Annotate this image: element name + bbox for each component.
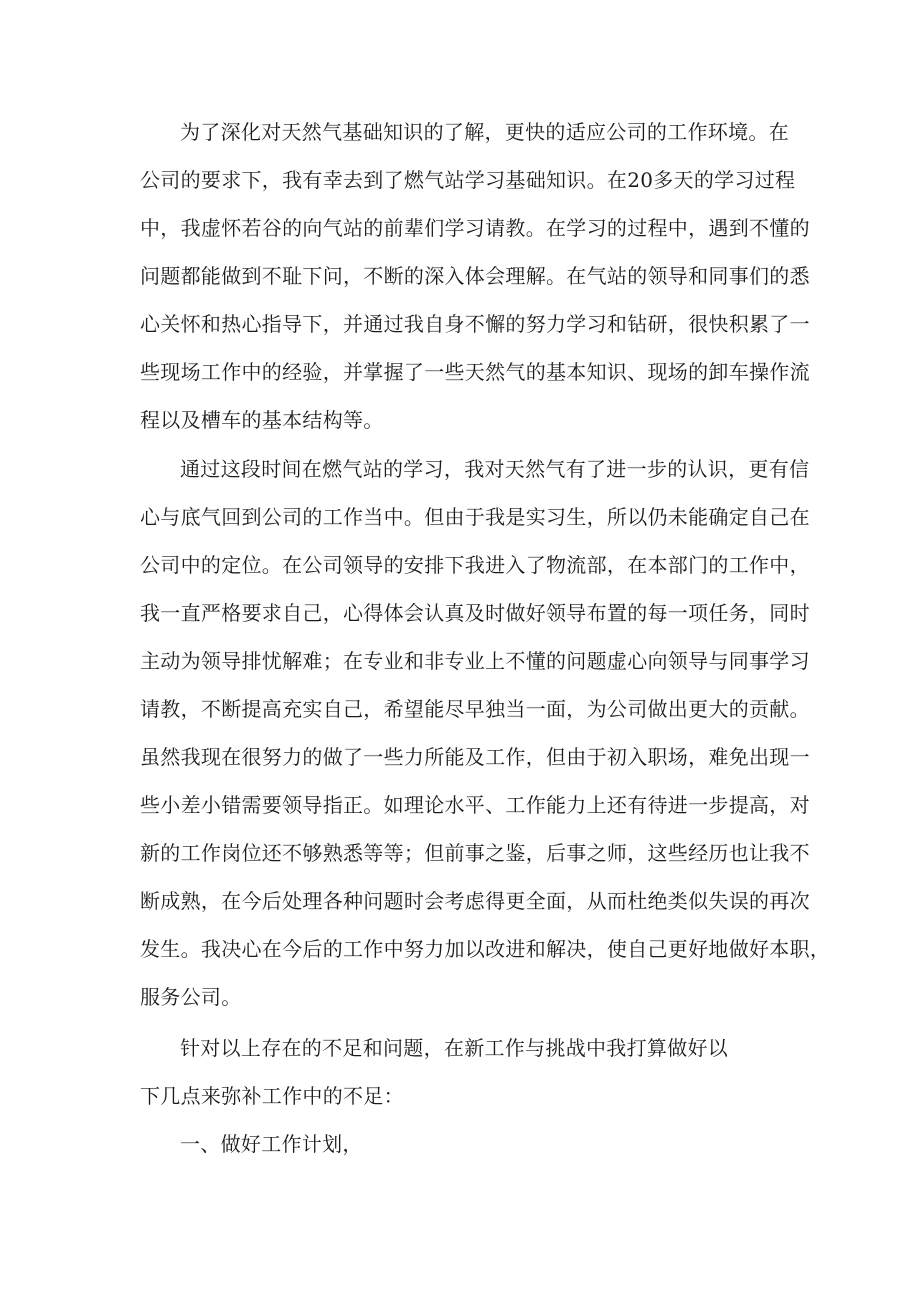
- p3-line-1: 针对以上存在的不足和问题，在新工作与挑战中我打算做好以: [180, 1036, 729, 1060]
- p1-line-4: 问题都能做到不耻下问，不断的深入体会理解。在气站的领导和同事们的悉: [140, 264, 810, 288]
- p1-line-5: 心关怀和热心指导下，并通过我自身不懈的努力学习和钻研，很快积累了一: [140, 312, 810, 336]
- p4-line-1: 一、做好工作计划，: [180, 1132, 363, 1156]
- p2-line-10: 断成熟，在今后处理各种问题时会考虑得更全面，从而杜绝类似失误的再次: [140, 889, 810, 913]
- p2-line-12: 服务公司。: [140, 985, 242, 1009]
- p1-line-6: 些现场工作中的经验，并掌握了一些天然气的基本知识、现场的卸车操作流: [140, 360, 810, 384]
- p2-line-9: 新的工作岗位还不够熟悉等等；但前事之鉴，后事之师，这些经历也让我不: [140, 841, 810, 865]
- p2-line-1: 通过这段时间在燃气站的学习，我对天然气有了进一步的认识，更有信: [180, 457, 810, 481]
- p1-line-1: 为了深化对天然气基础知识的了解，更快的适应公司的工作环境。在: [180, 120, 789, 144]
- p2-line-4: 我一直严格要求自己，心得体会认真及时做好领导布置的每一项任务，同时: [140, 601, 810, 625]
- p1-line-7: 程以及槽车的基本结构等。: [140, 408, 384, 432]
- p2-line-2: 心与底气回到公司的工作当中。但由于我是实习生，所以仍未能确定自己在: [140, 505, 810, 529]
- p2-line-11: 发生。我决心在今后的工作中努力加以改进和解决，使自己更好地做好本职，: [140, 937, 831, 961]
- p1-line-3: 中，我虚怀若谷的向气站的前辈们学习请教。在学习的过程中，遇到不懂的: [140, 216, 810, 240]
- p2-line-7: 虽然我现在很努力的做了一些力所能及工作，但由于初入职场，难免出现一: [140, 745, 810, 769]
- p3-line-2: 下几点来弥补工作中的不足：: [140, 1084, 404, 1108]
- p1-line-2: 公司的要求下，我有幸去到了燃气站学习基础知识。在20多天的学习过程: [140, 168, 796, 192]
- p2-line-5: 主动为领导排忧解难；在专业和非专业上不懂的问题虚心向领导与同事学习: [140, 649, 810, 673]
- p2-line-6: 请教，不断提高充实自己，希望能尽早独当一面，为公司做出更大的贡献。: [140, 697, 810, 721]
- p2-line-3: 公司中的定位。在公司领导的安排下我进入了物流部，在本部门的工作中，: [140, 553, 810, 577]
- p2-line-8: 些小差小错需要领导指正。如理论水平、工作能力上还有待进一步提高，对: [140, 793, 810, 817]
